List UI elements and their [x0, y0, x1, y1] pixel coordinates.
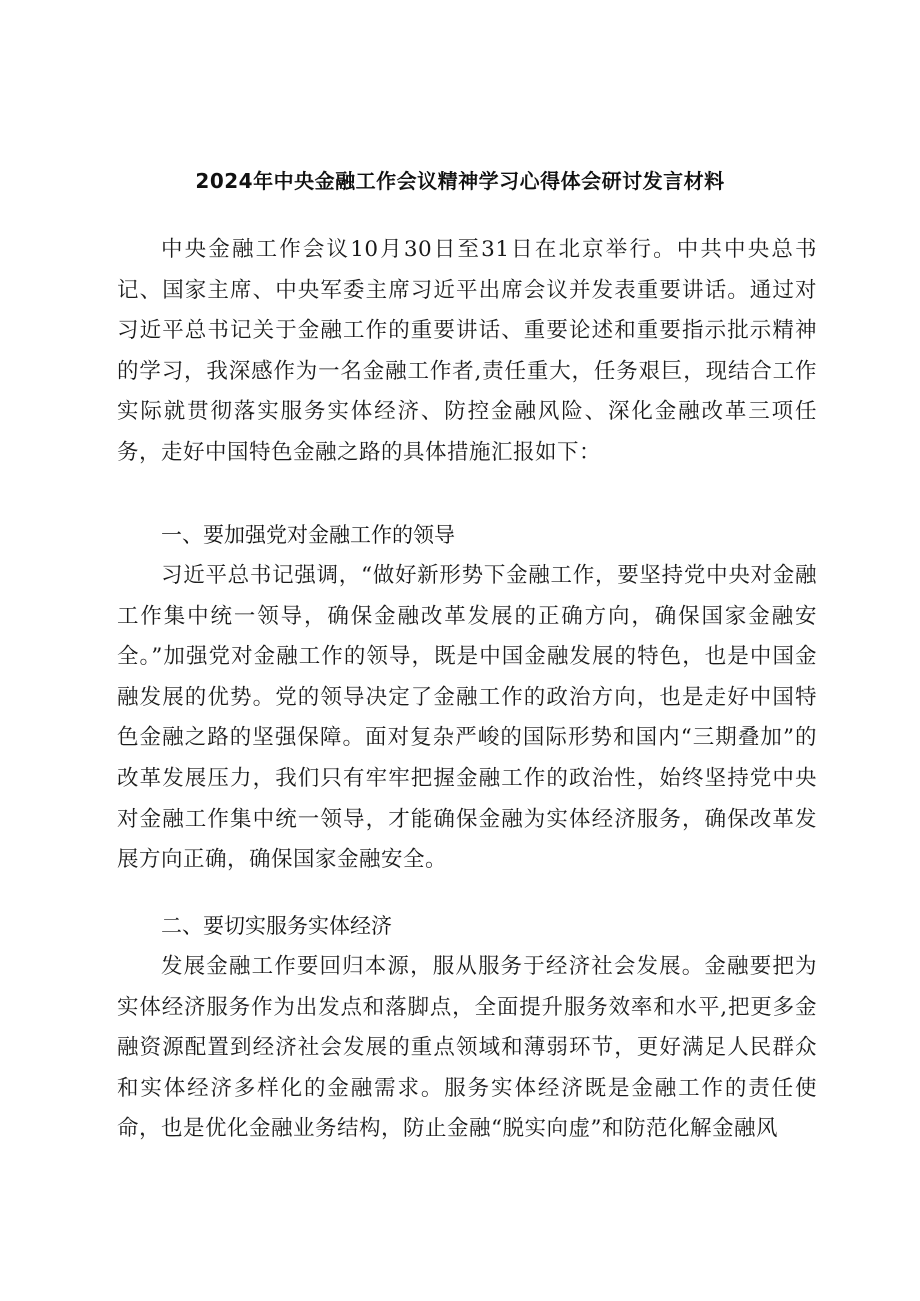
paragraph-intro: 中央金融工作会议10月30日至31日在北京举行。中共中央总书记、国家主席、中央军委主席习近平出席会议并发表重要讲话。通过对习近平总书记关于金融工作的重要讲话、重要论述和重要指示批示精神的学习，我深感作为一名金融工作者,责任重大，任务艰巨，现结合工作实际就贯彻落实服务实体经济、防控金融风险、深化金融改革三项任务，走好中国特色金融之路的具体措施汇报如下： — [117, 237, 817, 465]
section-heading-1: 一、要加强党对金融工作的领导 — [161, 523, 455, 547]
paragraph-section-1: 习近平总书记强调，“做好新形势下金融工作，要坚持党中央对金融工作集中统一领导，确保金融改革发展的正确方向，确保国家金融安全。”加强党对金融工作的领导，既是中国金融发展的特色，也是中国金融发展的优势。党的领导决定了金融工作的政治方向，也是走好中国特色金融之路的坚强保障。面对复杂严峻的国际形势和国内“三期叠加”的改革发展压力，我们只有牢牢把握金融工作的政治性，始终坚持党中央对金融工作集中统一领导，才能确保金融为实体经济服务，确保改革发展方向正确，确保国家金融安全。 — [117, 563, 817, 873]
paragraph-section-2: 发展金融工作要回归本源，服从服务于经济社会发展。金融要把为实体经济服务作为出发点和落脚点，全面提升服务效率和水平,把更多金融资源配置到经济社会发展的重点领域和薄弱环节，更好满足人民群众和实体经济多样化的金融需求。服务实体经济既是金融工作的责任使命，也是优化金融业务结构，防止金融“脱实向虚”和防范化解金融风 — [117, 954, 817, 1142]
document-title: 2024年中央金融工作会议精神学习心得体会研讨发言材料 — [195, 169, 725, 193]
section-heading-2: 二、要切实服务实体经济 — [161, 914, 392, 938]
